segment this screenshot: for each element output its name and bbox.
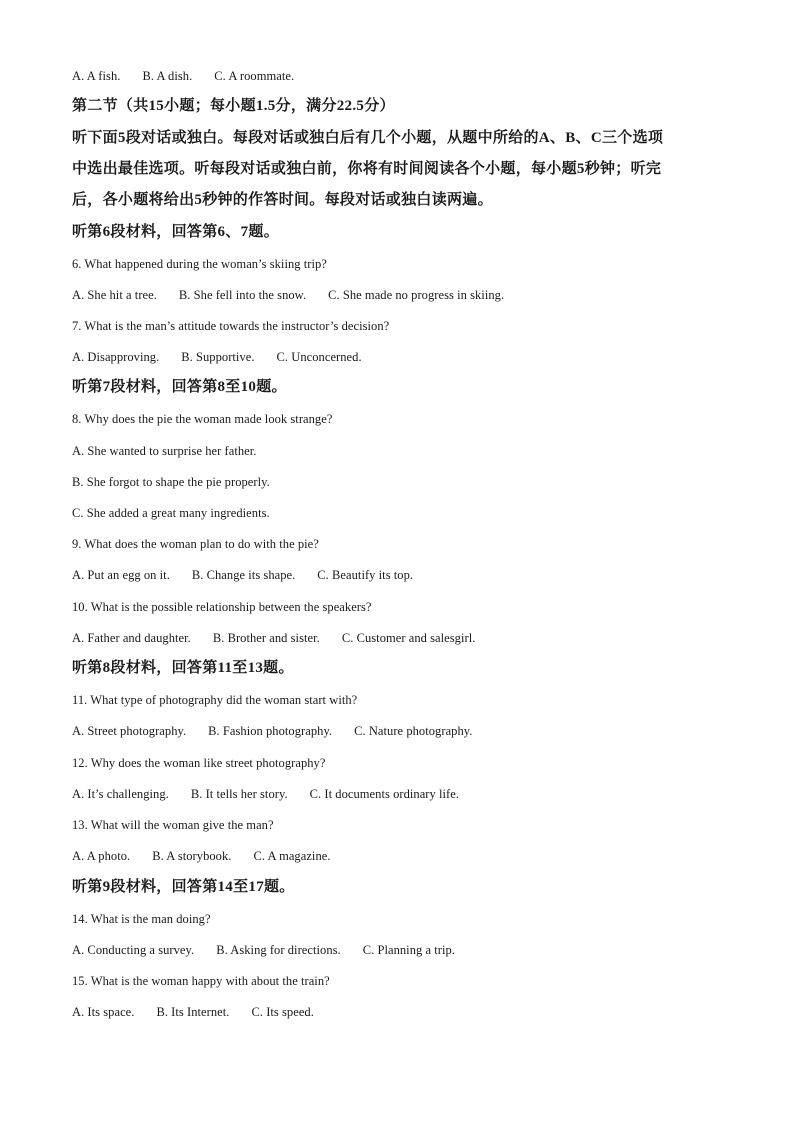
part9-title: 听第9段材料，回答第14至17题。 [72, 879, 295, 895]
q9-question: 9. What does the woman plan to do with the pie? [72, 537, 319, 551]
q15-option-a: A. Its space. [72, 1005, 135, 1019]
q10-options [72, 630, 475, 646]
q5-option-b: B. A dish. [142, 69, 193, 83]
part8-title: 听第8段材料，回答第11至13题。 [72, 660, 294, 676]
q11-option-a: A. Street photography. [72, 724, 187, 738]
q13-option-a: A. A photo. [72, 849, 131, 863]
q6-option-b: B. She fell into the snow. [178, 288, 307, 302]
q10-option-b: B. Brother and sister. [212, 631, 320, 645]
instructions-line-3: 后，各小题将给出5秒钟的作答时间。每段对话或独白读两遍。 [72, 192, 493, 208]
q11-question: 11. What type of photography did the woman start with? [72, 693, 358, 707]
q11-option-b: B. Fashion photography. [208, 724, 333, 738]
q14-option-b: B. Asking for directions. [216, 943, 341, 957]
q11-options [72, 723, 472, 739]
q13-question: 13. What will the woman give the man? [72, 818, 274, 832]
q15-option-b: B. Its Internet. [156, 1005, 230, 1019]
q9-options [72, 567, 413, 583]
q11-option-c: C. Nature photography. [354, 724, 473, 738]
q6-option-a: A. She hit a tree. [72, 288, 157, 302]
q13-option-b: B. A storybook. [152, 849, 232, 863]
instructions-line-1: 听下面5段对话或独白。每段对话或独白后有几个小题，从题中所给的A、B、C三个选项 [72, 130, 664, 146]
q9-option-c: C. Beautify its top. [317, 568, 414, 582]
q5-option-a: A. A fish. [72, 69, 121, 83]
q7-option-c: C. Unconcerned. [276, 350, 362, 364]
q15-question: 15. What is the woman happy with about the train? [72, 974, 330, 988]
q6-option-c: C. She made no progress in skiing. [328, 288, 505, 302]
q8-option-a: A. She wanted to surprise her father. [72, 444, 257, 458]
q9-option-b: B. Change its shape. [191, 568, 296, 582]
q9-option-a: A. Put an egg on it. [72, 568, 170, 582]
q7-options [72, 349, 362, 365]
q14-question: 14. What is the man doing? [72, 912, 211, 926]
q8-option-b: B. She forgot to shape the pie properly. [72, 475, 270, 489]
q14-options [72, 942, 455, 958]
q14-option-c: C. Planning a trip. [362, 943, 455, 957]
q12-option-a: A. It’s challenging. [72, 787, 169, 801]
q7-option-a: A. Disapproving. [72, 350, 160, 364]
q5-options [72, 68, 294, 84]
q10-question: 10. What is the possible relationship between the speakers? [72, 600, 372, 614]
q15-options [72, 1004, 314, 1020]
q10-option-c: C. Customer and salesgirl. [341, 631, 476, 645]
q6-question: 6. What happened during the woman’s skiing trip? [72, 257, 327, 271]
q6-options [72, 287, 504, 303]
q8-question: 8. Why does the pie the woman made look strange? [72, 412, 333, 426]
part7-title: 听第7段材料，回答第8至10题。 [72, 379, 287, 395]
q12-options [72, 786, 459, 802]
instructions-line-2: 中选出最佳选项。听每段对话或独白前，你将有时间阅读各个小题，每小题5秒钟；听完 [72, 161, 662, 177]
q7-option-b: B. Supportive. [181, 350, 255, 364]
q12-option-c: C. It documents ordinary life. [309, 787, 460, 801]
q10-option-a: A. Father and daughter. [72, 631, 191, 645]
q7-question: 7. What is the man’s attitude towards the instructor’s decision? [72, 319, 390, 333]
q12-option-b: B. It tells her story. [190, 787, 288, 801]
q14-option-a: A. Conducting a survey. [72, 943, 195, 957]
q13-options [72, 848, 331, 864]
q15-option-c: C. Its speed. [251, 1005, 314, 1019]
q5-option-c: C. A roommate. [214, 69, 295, 83]
section-title: 第二节（共15小题；每小题1.5分，满分22.5分） [72, 98, 395, 114]
part6-title: 听第6段材料，回答第6、7题。 [72, 224, 280, 240]
q8-option-c: C. She added a great many ingredients. [72, 506, 270, 520]
q12-question: 12. Why does the woman like street photography? [72, 756, 326, 770]
q13-option-c: C. A magazine. [253, 849, 331, 863]
